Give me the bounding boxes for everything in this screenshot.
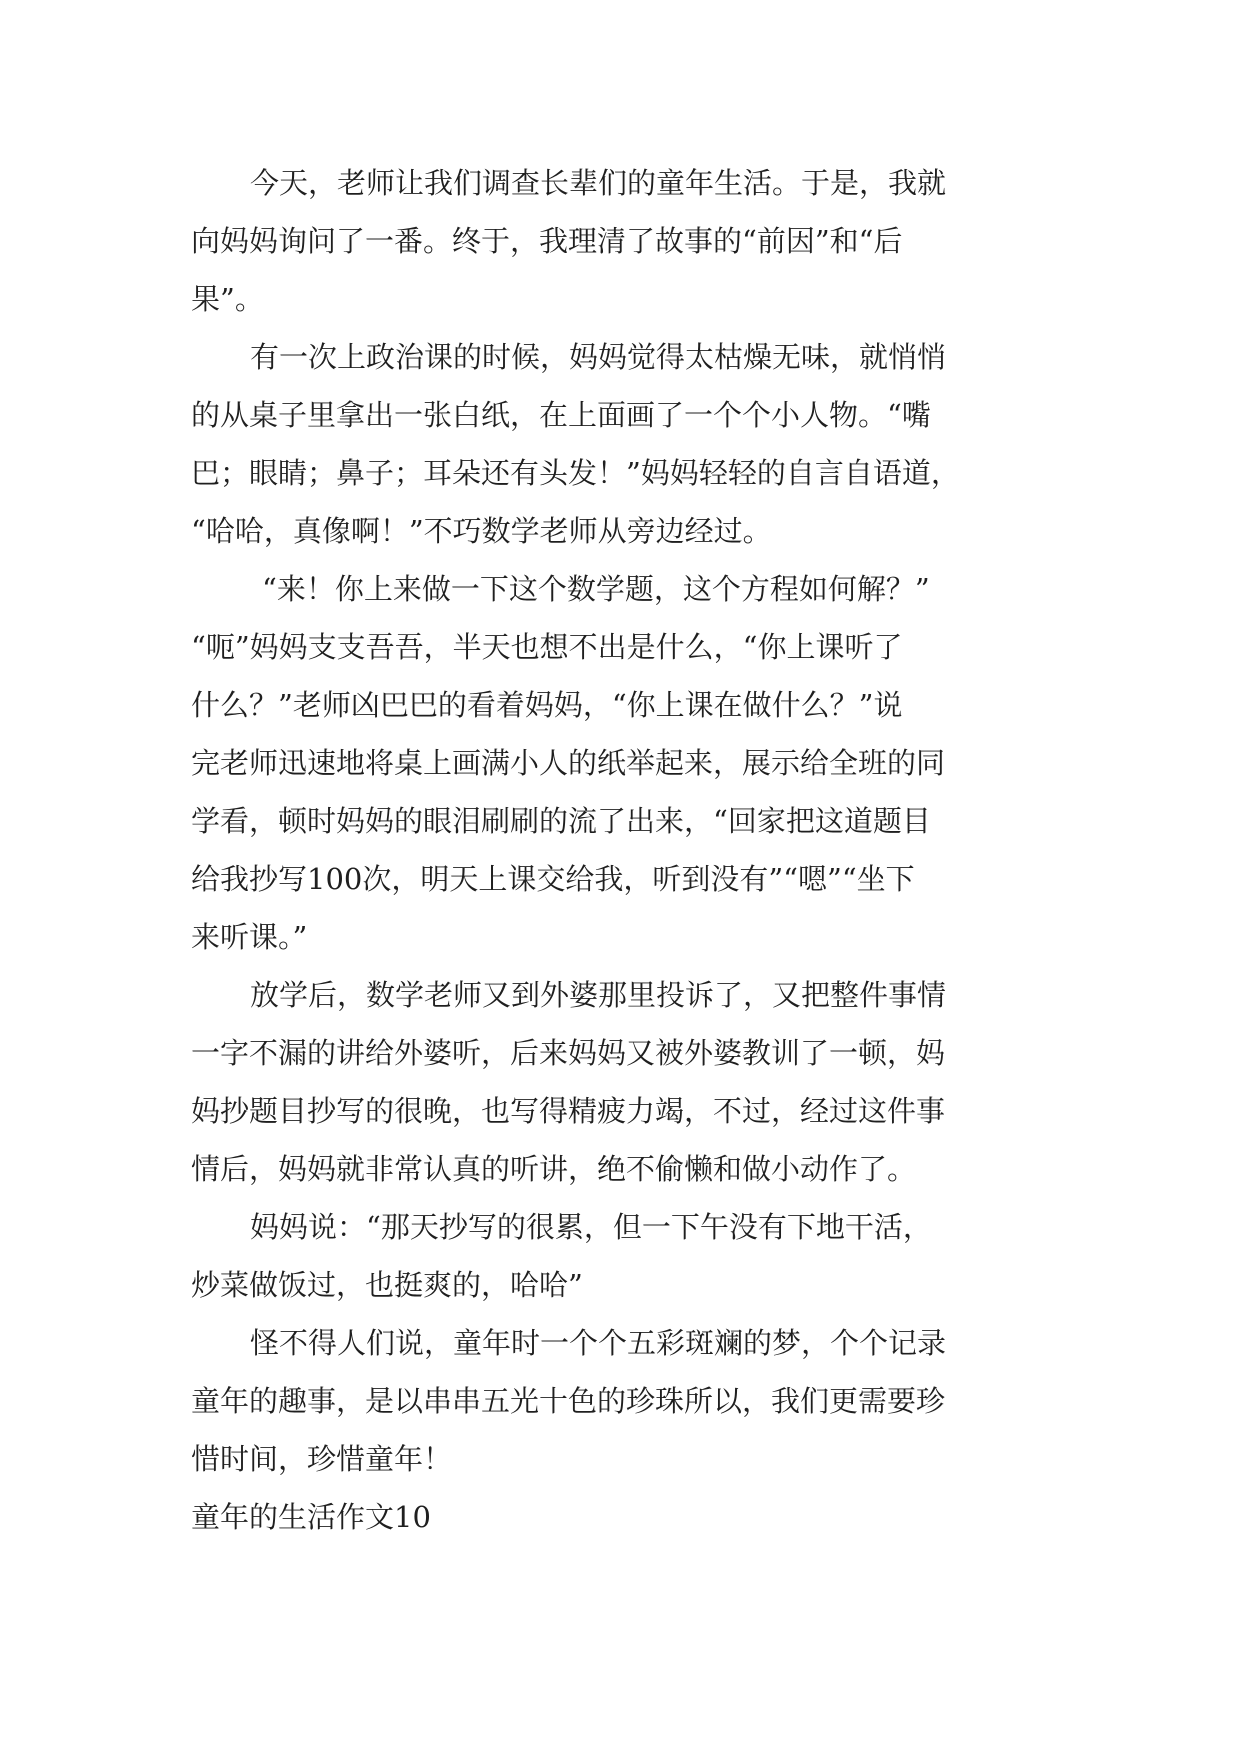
paragraph-3-line-4: 完老师迅速地将桌上画满小人的纸举起来，展示给全班的同	[191, 746, 946, 780]
paragraph-5-line-2: 炒菜做饭过，也挺爽的，哈哈”	[191, 1268, 583, 1302]
paragraph-4-line-2: 一字不漏的讲给外婆听，后来妈妈又被外婆教训了一顿，妈	[191, 1036, 946, 1070]
paragraph-3-line-7: 来听课。”	[191, 920, 308, 954]
paragraph-4-line-3: 妈抄题目抄写的很晚，也写得精疲力竭，不过，经过这件事	[191, 1094, 946, 1128]
paragraph-2-line-1: 有一次上政治课的时候，妈妈觉得太枯燥无味，就悄悄	[250, 340, 947, 374]
paragraph-4-line-4: 情后，妈妈就非常认真的听讲，绝不偷懒和做小动作了。	[191, 1152, 917, 1186]
paragraph-3-line-5: 学看，顿时妈妈的眼泪刷刷的流了出来，“回家把这道题目	[191, 804, 931, 838]
paragraph-2-line-2: 的从桌子里拿出一张白纸，在上面画了一个个小人物。“嘴	[191, 398, 931, 432]
paragraph-2-line-4: “哈哈，真像啊！”不巧数学老师从旁边经过。	[191, 514, 772, 548]
paragraph-6-line-2: 童年的趣事，是以串串五光十色的珍珠所以，我们更需要珍	[191, 1384, 946, 1418]
paragraph-3-line-2: “呃”妈妈支支吾吾，半天也想不出是什么，“你上课听了	[191, 630, 903, 664]
next-section-title: 童年的生活作文10	[191, 1500, 431, 1534]
paragraph-2-line-3: 巴；眼睛；鼻子；耳朵还有头发！”妈妈轻轻的自言自语道，	[191, 456, 960, 490]
paragraph-1-line-1: 今天，老师让我们调查长辈们的童年生活。于是，我就	[250, 166, 947, 200]
paragraph-3-line-1: “来！你上来做一下这个数学题，这个方程如何解？”	[262, 572, 930, 606]
paragraph-4-line-1: 放学后，数学老师又到外婆那里投诉了，又把整件事情	[250, 978, 947, 1012]
paragraph-5-line-1: 妈妈说：“那天抄写的很累，但一下午没有下地干活，	[250, 1210, 932, 1244]
paragraph-3-line-3: 什么？”老师凶巴巴的看着妈妈，“你上课在做什么？”说	[191, 688, 903, 722]
paragraph-6-line-3: 惜时间，珍惜童年！	[191, 1442, 453, 1476]
paragraph-1-line-2: 向妈妈询问了一番。终于，我理清了故事的“前因”和“后	[191, 224, 903, 258]
paragraph-3-line-6: 给我抄写100次，明天上课交给我，听到没有”“嗯”“坐下	[191, 862, 915, 896]
paragraph-6-line-1: 怪不得人们说，童年时一个个五彩斑斓的梦，个个记录	[250, 1326, 947, 1360]
paragraph-1-line-3: 果”。	[191, 282, 264, 316]
